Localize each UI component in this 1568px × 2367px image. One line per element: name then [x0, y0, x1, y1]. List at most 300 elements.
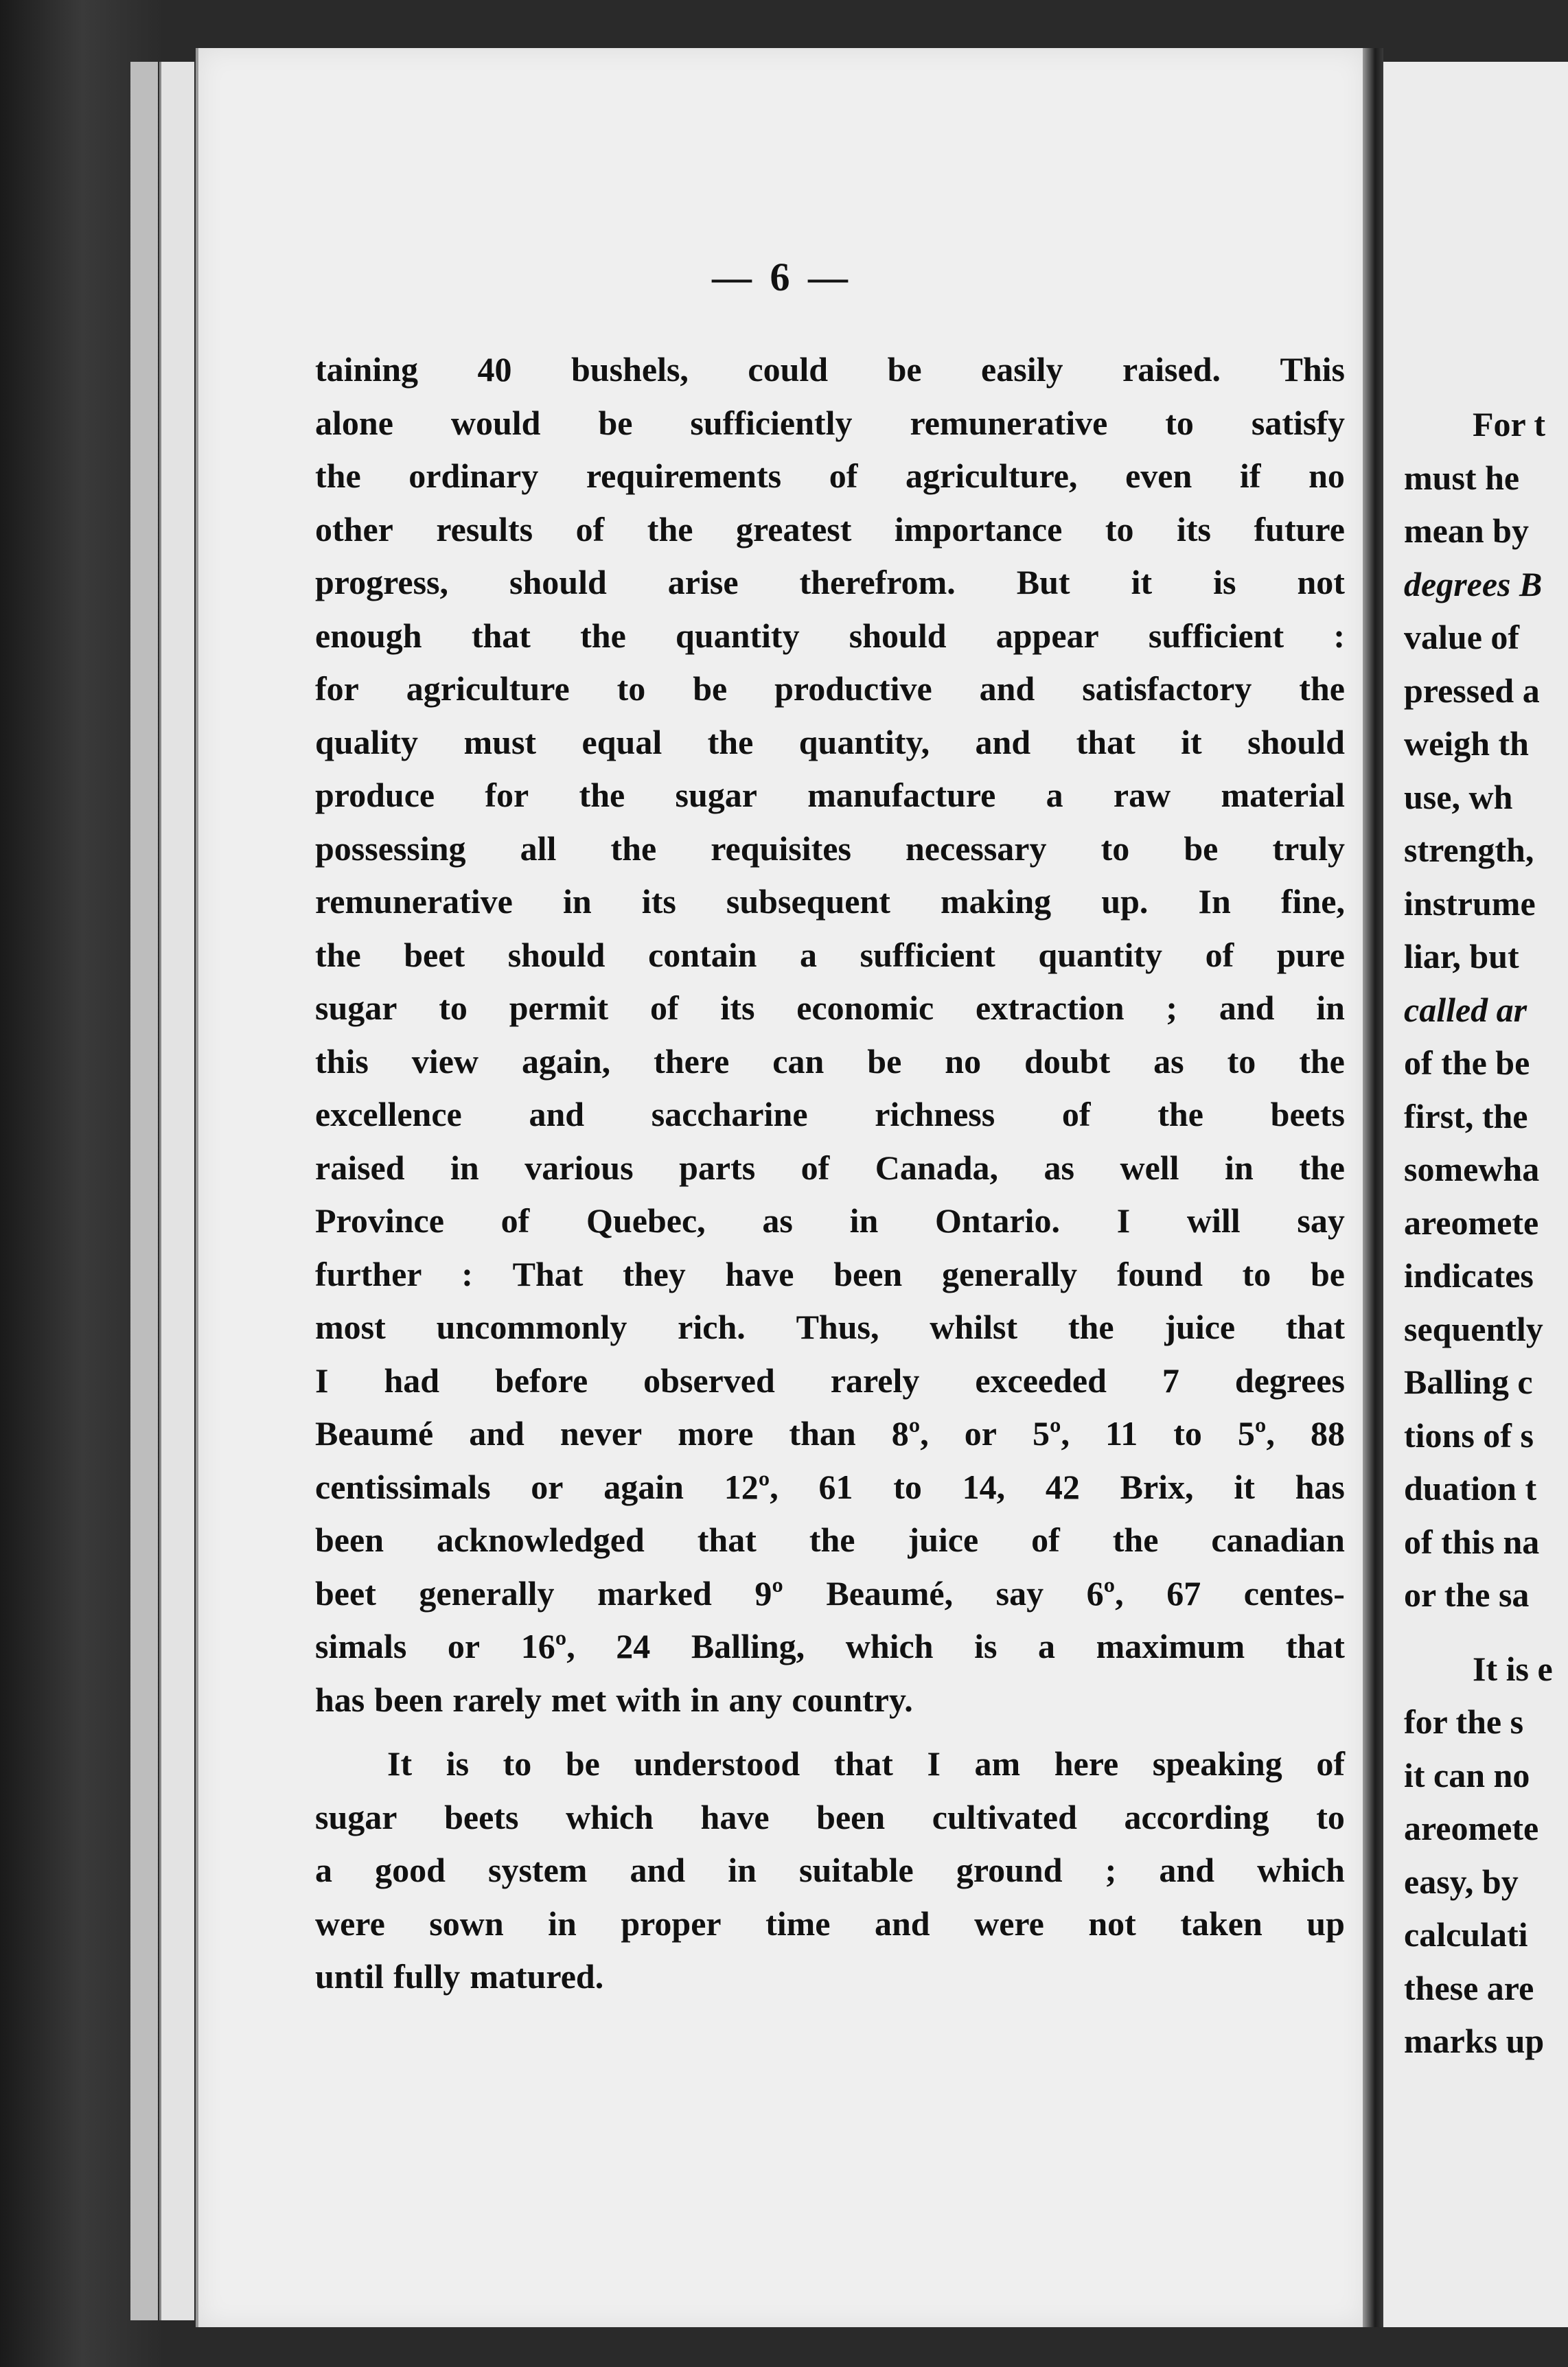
right-page-line: liar, but	[1404, 937, 1519, 975]
word: good	[375, 1851, 446, 1889]
word: canadian	[1211, 1521, 1345, 1559]
word: requisites	[711, 829, 851, 868]
text-line	[315, 1461, 1345, 1514]
word: uncommonly	[436, 1308, 627, 1346]
word: acknowledged	[436, 1521, 645, 1559]
word: or	[964, 1414, 997, 1453]
word: bushels,	[571, 350, 689, 389]
word: country.	[792, 1680, 913, 1719]
word: a	[800, 935, 818, 974]
word: beet	[315, 1573, 376, 1613]
word: should	[1247, 722, 1345, 761]
word: to	[1165, 403, 1194, 442]
word: 24	[616, 1627, 651, 1665]
right-page-line: it can no	[1404, 1755, 1530, 1794]
word: will	[1186, 1201, 1241, 1240]
word: centissimals	[315, 1467, 491, 1506]
right-page-line: these are	[1404, 1968, 1534, 2007]
word: that	[1285, 1627, 1345, 1665]
word: observed	[643, 1361, 775, 1400]
word: the	[610, 829, 657, 868]
word: and	[979, 669, 1035, 708]
right-page-line: mean by	[1404, 511, 1529, 550]
word: have	[725, 1254, 794, 1293]
word: Province	[315, 1201, 444, 1240]
right-page-line: of this na	[1404, 1522, 1540, 1561]
word: which	[845, 1627, 934, 1665]
word: a	[315, 1851, 332, 1889]
right-page-line: duation t	[1404, 1469, 1537, 1508]
word: to	[616, 669, 646, 708]
word: of	[800, 1148, 830, 1187]
word: been	[833, 1254, 903, 1293]
word: juice	[1164, 1308, 1236, 1346]
word: Thus,	[796, 1308, 879, 1346]
word: say	[1297, 1201, 1345, 1240]
body-text	[315, 343, 1345, 2004]
word: the	[1112, 1521, 1159, 1559]
right-page-line: calculati	[1404, 1915, 1528, 1954]
word: economic	[796, 989, 934, 1027]
word: 6º,	[1086, 1573, 1124, 1613]
word: extraction	[975, 989, 1125, 1027]
text-line	[315, 1194, 1345, 1248]
word: it	[1131, 563, 1153, 601]
word: importance	[894, 509, 1063, 549]
text-line	[315, 610, 1345, 663]
word: 14,	[962, 1467, 1006, 1506]
word: most	[315, 1308, 386, 1346]
word: to	[1242, 1254, 1271, 1293]
word: is	[1213, 563, 1236, 601]
right-page-line: strength,	[1404, 831, 1534, 869]
word: other	[315, 509, 393, 549]
word: raised.	[1122, 350, 1221, 389]
word: in	[690, 1680, 719, 1719]
word: could	[748, 350, 829, 389]
word: found	[1116, 1254, 1203, 1293]
word: of	[1061, 1095, 1091, 1133]
word: I	[927, 1744, 941, 1783]
word: proper	[621, 1904, 722, 1943]
word: In	[1198, 882, 1231, 921]
word: Quebec,	[586, 1201, 706, 1240]
left-page	[196, 48, 1365, 2327]
text-line	[315, 1142, 1345, 1195]
word: or	[447, 1627, 481, 1665]
word: 42	[1045, 1467, 1080, 1506]
word: results	[436, 509, 533, 549]
word: future	[1254, 509, 1345, 549]
word: more	[678, 1414, 754, 1453]
word: there	[654, 1041, 730, 1081]
word: enough	[315, 616, 422, 655]
word: not	[1088, 1904, 1136, 1943]
word: matured.	[470, 1957, 604, 1996]
word: agriculture	[406, 669, 570, 708]
word: It	[387, 1744, 413, 1783]
text-line	[315, 1897, 1345, 1951]
word: in	[849, 1201, 879, 1240]
word: as	[762, 1201, 793, 1240]
word: view	[411, 1041, 479, 1081]
word: parts	[679, 1148, 756, 1187]
word: to	[503, 1744, 532, 1783]
word: quantity	[675, 616, 800, 655]
text-line	[315, 556, 1345, 610]
word: contain	[648, 935, 757, 974]
word: satisfactory	[1082, 669, 1252, 708]
word: should	[507, 935, 606, 974]
word: they	[623, 1254, 686, 1293]
right-page-line: areomete	[1404, 1203, 1539, 1242]
word: therefrom.	[799, 563, 956, 601]
text-line	[315, 1674, 1345, 1727]
word: that	[833, 1744, 893, 1783]
word: ordinary	[408, 457, 539, 495]
word: making	[941, 882, 1052, 921]
right-page-line: degrees B	[1404, 564, 1543, 603]
word: juice	[908, 1521, 979, 1559]
word: this	[315, 1041, 369, 1081]
word: the	[809, 1521, 855, 1559]
word: the	[315, 935, 361, 974]
word: been	[315, 1521, 384, 1559]
right-page-line: somewha	[1404, 1150, 1540, 1188]
word: say	[995, 1573, 1044, 1613]
word: maximum	[1096, 1627, 1245, 1665]
word: the	[1157, 1095, 1203, 1133]
word: in	[1225, 1148, 1254, 1187]
word: I	[315, 1361, 329, 1400]
word: Brix,	[1120, 1467, 1194, 1506]
word: in	[548, 1904, 577, 1943]
word: 61	[818, 1467, 853, 1506]
word: of	[1031, 1521, 1060, 1559]
right-page-line: instrume	[1404, 884, 1536, 923]
text-line	[315, 1354, 1345, 1408]
word: of	[575, 509, 605, 549]
word: of	[1316, 1744, 1345, 1783]
word: remunerative	[315, 882, 513, 921]
word: in	[728, 1851, 757, 1889]
word: the	[647, 509, 693, 549]
word: 8º,	[891, 1414, 929, 1453]
word: and	[469, 1414, 524, 1453]
right-page-line: sequently	[1404, 1309, 1543, 1348]
word: and	[1159, 1851, 1215, 1889]
right-page-line: For t	[1473, 405, 1545, 443]
word: up	[1306, 1904, 1345, 1943]
word: to	[1316, 1797, 1345, 1836]
word: and	[975, 722, 1031, 761]
word: ground	[956, 1851, 1063, 1889]
word: which	[566, 1797, 654, 1836]
word: appear	[995, 616, 1099, 655]
word: be	[867, 1041, 902, 1081]
right-page-line: Balling c	[1404, 1363, 1533, 1401]
word: that	[1076, 722, 1135, 761]
word: is	[446, 1744, 470, 1783]
word: of	[649, 989, 679, 1027]
word: were	[974, 1904, 1044, 1943]
word: truly	[1272, 829, 1345, 868]
word: quantity,	[798, 722, 930, 761]
word: can	[772, 1041, 825, 1081]
word: generally	[419, 1573, 555, 1613]
word: cultivated	[932, 1797, 1077, 1836]
word: manufacture	[807, 776, 996, 814]
word: would	[450, 403, 541, 442]
word: remunerative	[910, 403, 1108, 442]
word: 67	[1166, 1573, 1201, 1613]
word: it	[1234, 1467, 1255, 1506]
right-page-line: for the s	[1404, 1702, 1524, 1741]
right-page-line: marks up	[1404, 2022, 1545, 2060]
word: as	[1044, 1148, 1074, 1187]
word: sugar	[675, 776, 757, 814]
word: for	[315, 669, 359, 708]
word: before	[495, 1361, 588, 1400]
word: subsequent	[726, 882, 890, 921]
word: 12º,	[724, 1467, 779, 1506]
word: that	[471, 616, 531, 655]
word: be	[1184, 829, 1219, 868]
word: 5º,	[1032, 1414, 1070, 1453]
word: well	[1120, 1148, 1179, 1187]
word: no	[945, 1041, 982, 1081]
text-line	[315, 1791, 1345, 1845]
text-line	[315, 1514, 1345, 1567]
word: exceeded	[975, 1361, 1107, 1400]
right-page-line: use, wh	[1404, 777, 1513, 816]
word: raw	[1113, 776, 1171, 814]
word: it	[1181, 722, 1202, 761]
word: requirements	[586, 457, 782, 495]
word: alone	[315, 403, 393, 442]
page-gutter	[1363, 48, 1383, 2327]
right-page-line: indicates	[1404, 1256, 1534, 1295]
word: no	[1308, 457, 1345, 495]
word: than	[789, 1414, 856, 1453]
word: I	[1116, 1201, 1131, 1240]
word: :	[461, 1254, 473, 1293]
word: to	[1100, 829, 1130, 868]
word: further	[315, 1254, 422, 1293]
word: all	[520, 829, 557, 868]
word: that	[1285, 1308, 1345, 1346]
word: if	[1239, 457, 1261, 495]
text-line	[315, 769, 1345, 822]
word: and	[630, 1851, 686, 1889]
word: quantity	[1038, 935, 1163, 974]
word: is	[974, 1627, 998, 1665]
word: to	[893, 1467, 922, 1506]
page-number: — 6 —	[712, 255, 852, 299]
word: productive	[774, 669, 932, 708]
word: here	[1054, 1744, 1119, 1783]
right-page-line: weigh th	[1404, 724, 1529, 763]
word: sufficiently	[690, 403, 853, 442]
word: 5º,	[1237, 1414, 1275, 1453]
word: up.	[1101, 882, 1149, 921]
word: the	[1299, 669, 1345, 708]
word: Beaumé	[315, 1414, 434, 1453]
word: as	[1153, 1041, 1184, 1081]
word: should	[509, 563, 607, 601]
word: has	[1295, 1467, 1345, 1506]
word: the	[315, 457, 361, 495]
word: rarely	[452, 1680, 542, 1719]
word: in	[1316, 989, 1345, 1027]
word: marked	[597, 1573, 712, 1613]
text-line	[315, 503, 1345, 557]
word: be	[887, 350, 922, 389]
word: the	[1299, 1148, 1345, 1187]
word: simals	[315, 1627, 407, 1665]
word: :	[1333, 616, 1345, 655]
word: the	[579, 776, 625, 814]
word: sugar	[315, 1797, 397, 1836]
text-line	[315, 822, 1345, 876]
word: not	[1297, 563, 1345, 601]
word: beets	[1270, 1095, 1345, 1133]
word: a	[1046, 776, 1063, 814]
right-page-line: tions of s	[1404, 1416, 1534, 1455]
right-page-text	[1404, 398, 1568, 2068]
word: had	[384, 1361, 440, 1400]
word: its	[720, 989, 755, 1027]
word: am	[974, 1744, 1021, 1783]
word: sugar	[315, 989, 397, 1027]
text-line	[315, 982, 1345, 1035]
word: of	[829, 457, 858, 495]
word: quality	[315, 722, 419, 761]
text-line	[315, 1301, 1345, 1354]
word: suitable	[799, 1851, 914, 1889]
text-line	[315, 397, 1345, 450]
word: sufficient	[860, 935, 995, 974]
word: fine,	[1280, 882, 1345, 921]
word: But	[1016, 563, 1070, 601]
word: its	[641, 882, 676, 921]
word: time	[765, 1904, 831, 1943]
word: generally	[941, 1254, 1078, 1293]
word: arise	[667, 563, 739, 601]
text-line	[315, 1737, 1345, 1791]
word: speaking	[1152, 1744, 1282, 1783]
word: and	[529, 1095, 585, 1133]
word: been	[816, 1797, 886, 1836]
right-page-line: areomete	[1404, 1809, 1539, 1847]
word: the	[707, 722, 754, 761]
page-edge-outer	[130, 62, 158, 2320]
word: doubt	[1024, 1041, 1111, 1081]
page-edge-inner	[159, 62, 194, 2320]
right-page-line: easy, by	[1404, 1862, 1519, 1901]
word: that	[697, 1521, 757, 1559]
word: That	[512, 1254, 584, 1293]
word: be	[1311, 1254, 1345, 1293]
word: Canada,	[875, 1148, 999, 1187]
word: of	[500, 1201, 530, 1240]
word: to	[1105, 509, 1134, 549]
word: any	[728, 1680, 783, 1719]
word: This	[1280, 350, 1345, 389]
word: 7	[1162, 1361, 1179, 1400]
word: 11	[1105, 1414, 1138, 1453]
word: been	[374, 1680, 443, 1719]
right-page-line: called ar	[1404, 990, 1527, 1029]
word: understood	[634, 1744, 800, 1783]
word: its	[1177, 509, 1211, 549]
word: be	[598, 403, 633, 442]
word: and	[1219, 989, 1275, 1027]
word: satisfy	[1251, 403, 1345, 442]
right-page-line: must he	[1404, 458, 1520, 497]
word: were	[315, 1904, 385, 1943]
text-line	[315, 1407, 1345, 1461]
word: material	[1221, 776, 1345, 814]
word: permit	[509, 989, 609, 1027]
word: again,	[521, 1041, 611, 1081]
word: according	[1124, 1797, 1269, 1836]
word: whilst	[930, 1308, 1018, 1346]
word: produce	[315, 776, 435, 814]
word: the	[1299, 1041, 1345, 1081]
word: met	[551, 1680, 607, 1719]
word: greatest	[735, 509, 852, 549]
text-line	[315, 1620, 1345, 1674]
paragraph-gap	[1404, 1622, 1568, 1643]
word: with	[616, 1680, 681, 1719]
word: Ontario.	[935, 1201, 1060, 1240]
word: until	[315, 1957, 384, 1996]
word: 88	[1310, 1414, 1345, 1453]
word: taining	[315, 350, 419, 389]
word: 40	[477, 350, 512, 389]
text-line	[315, 450, 1345, 503]
word: centes-	[1243, 1573, 1345, 1613]
word: possessing	[315, 829, 466, 868]
word: should	[849, 616, 947, 655]
word: agriculture,	[906, 457, 1078, 495]
word: or	[531, 1467, 564, 1506]
right-page-line: pressed a	[1404, 671, 1540, 710]
word: for	[485, 776, 529, 814]
word: in	[562, 882, 592, 921]
word: to	[439, 989, 468, 1027]
text-line	[315, 1248, 1345, 1302]
word: necessary	[906, 829, 1047, 868]
word: a	[1038, 1627, 1056, 1665]
right-page	[1383, 62, 1568, 2327]
word: of	[1205, 935, 1234, 974]
word: even	[1125, 457, 1192, 495]
word: to	[1227, 1041, 1256, 1081]
word: system	[488, 1851, 588, 1889]
word: excellence	[315, 1095, 462, 1133]
text-line	[315, 929, 1345, 982]
text-line	[315, 716, 1345, 770]
word: degrees	[1234, 1361, 1345, 1400]
text-line	[315, 1088, 1345, 1142]
text-line	[315, 1844, 1345, 1897]
word: easily	[981, 350, 1063, 389]
word: 9º	[754, 1573, 783, 1613]
word: sown	[429, 1904, 504, 1943]
word: sufficient	[1148, 616, 1284, 655]
